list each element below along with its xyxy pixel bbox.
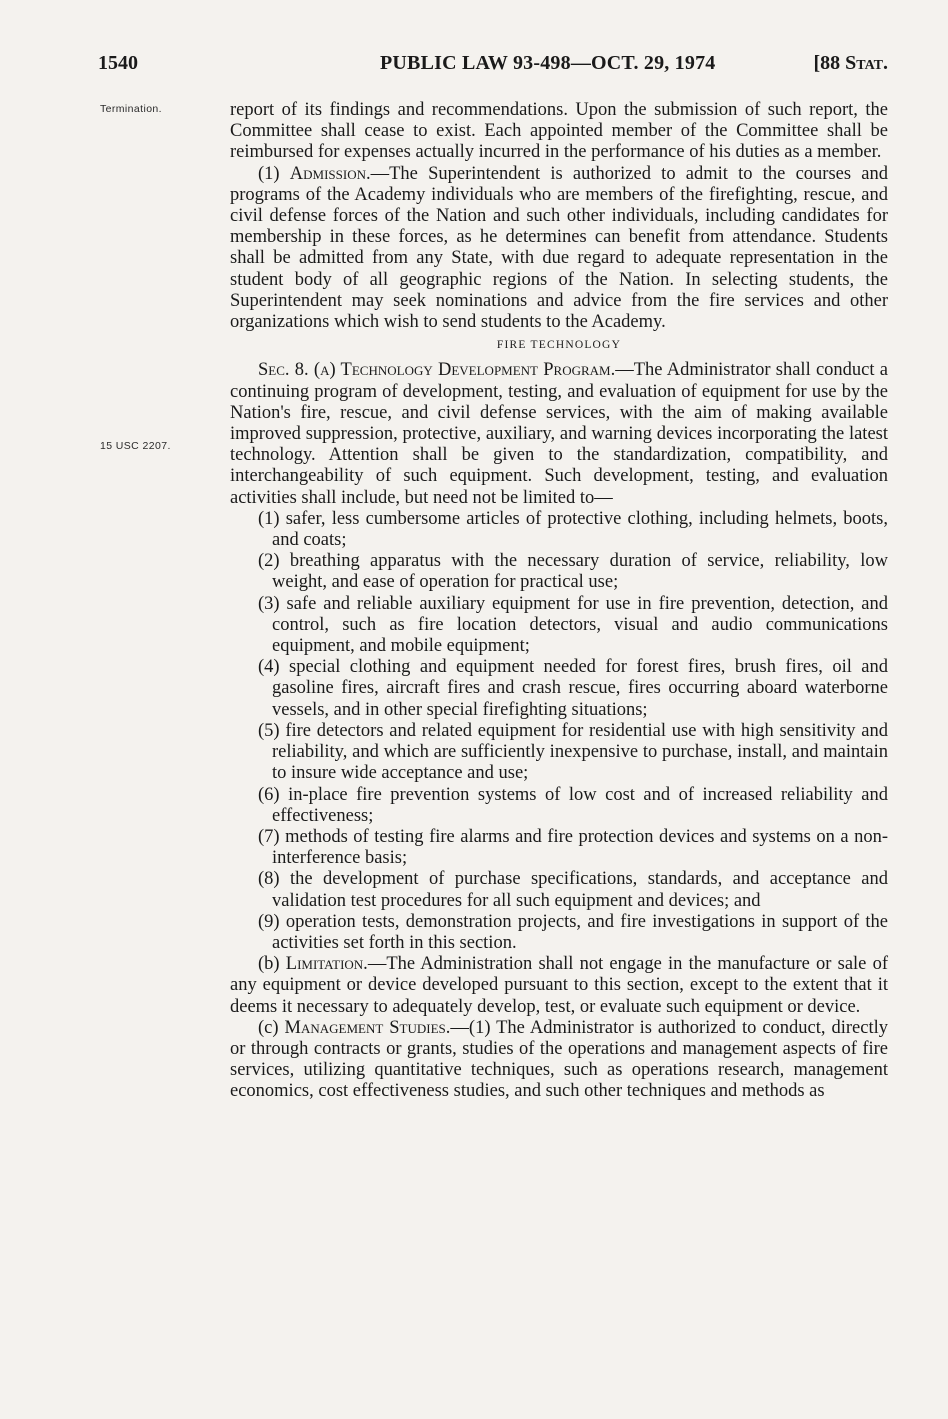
statute-reference-prefix: [88 xyxy=(813,52,846,74)
page-header xyxy=(98,52,888,82)
paragraph-limitation xyxy=(230,954,888,1018)
limitation-label: (b) xyxy=(258,954,286,975)
list-item: (9) operation tests, demonstration projects, and fire investigations in support of the activities set forth in this section. xyxy=(258,911,888,953)
section-8-label: Sec. 8. (a) xyxy=(258,360,341,381)
statute-reference-word: Stat. xyxy=(845,52,888,74)
limitation-body: —The Administration shall not engage in the manufacture or sale of any equipment or device developed pursuant to this section, except to the extent that it deems it necessary to adequately develop, test, or evaluate such equipment or device. xyxy=(230,954,888,1017)
paragraph-admission xyxy=(230,164,888,334)
list-item: (4) special clothing and equipment needed for forest fires, brush fires, oil and gasoline fires, aircraft fires and crash rescue, fires occurring aboard waterborne vessels, and in other special firefighting situations; xyxy=(258,657,888,720)
paragraph-management-studies xyxy=(230,1018,888,1103)
management-studies-heading: Management Studies. xyxy=(284,1017,451,1038)
list-item: (7) methods of testing fire alarms and fire protection devices and systems on a non-interference basis; xyxy=(258,826,888,869)
running-title: PUBLIC LAW 93-498—OCT. 29, 1974 xyxy=(380,52,716,74)
paragraph-section-8a xyxy=(230,360,888,508)
section-8-heading: Technology Development Program. xyxy=(340,360,616,381)
page-number: 1540 xyxy=(98,52,138,74)
statute-reference xyxy=(813,52,888,75)
margin-note-termination: Termination. xyxy=(100,103,162,115)
list-item: (6) in-place fire prevention systems of low cost and of increased reliability and effectiveness; xyxy=(258,784,888,826)
list-item: (5) fire detectors and related equipment for residential use with high sensitivity and reliability, and which are sufficiently inexpensive to purchase, install, and maintain to insure wide acceptance and use; xyxy=(258,720,888,784)
margin-note-citation: 15 USC 2207. xyxy=(100,440,171,452)
admission-number: (1) xyxy=(258,163,290,184)
management-studies-label: (c) xyxy=(258,1017,285,1038)
paragraph-continuation: report of its findings and recommendations. Upon the submission of such report, the Committee shall cease to exist. Each appointed member of the Committee shall be reimbursed for expenses actually incurred in the performance of his duties as a member. xyxy=(230,100,888,163)
list-item: (2) breathing apparatus with the necessary duration of service, reliability, low weight, and ease of operation for practical use; xyxy=(258,551,888,593)
list-item: (1) safer, less cumbersome articles of protective clothing, including helmets, boots, and coats; xyxy=(258,508,888,551)
list-item: (8) the development of purchase specifications, standards, and acceptance and validation test procedures for all such equipment and devices; and xyxy=(258,869,888,911)
limitation-heading: Limitation. xyxy=(285,954,368,975)
admission-heading: Admission. xyxy=(289,163,371,184)
section-heading: FIRE TECHNOLOGY xyxy=(496,339,622,352)
list-item: (3) safe and reliable auxiliary equipment for use in fire prevention, detection, and control, such as fire location detectors, visual and audio communications equipment, and mobile equipment; xyxy=(258,593,888,657)
body-text xyxy=(230,100,888,1103)
admission-body: —The Superintendent is authorized to admit to the courses and programs of the Academy individuals who are members of the firefighting, rescue, and civil defense forces of the Nation and such other individuals, including candidates for membership in these forces, as he determines can benefit from attendance. Students shall be admitted from any State, with due regard to adequate representation in the student body of all geographic regions of the Nation. In selecting students, the Superintendent may seek nominations and advice from the fire services and other organizations which wish to send students to the Academy. xyxy=(230,163,888,333)
management-studies-body: —(1) The Administrator is authorized to conduct, directly or through contracts or grants, studies of the operations and management aspects of fire services, utilizing quantitative techniques, such as operations research, management economics, cost effectiveness studies, and such other techniques and methods as xyxy=(230,1017,888,1102)
section-8-body: —The Administrator shall conduct a continuing program of development, testing, and evaluation of equipment for use by the Nation's fire, rescue, and civil defense services, with the aim of making available improved suppression, protective, auxiliary, and warning devices incorporating the latest technology. Attention shall be given to the standardization, compatibility, and interchangeability of such equipment. Such development, testing, and evaluation activities shall include, but need not be limited to— xyxy=(230,360,888,508)
